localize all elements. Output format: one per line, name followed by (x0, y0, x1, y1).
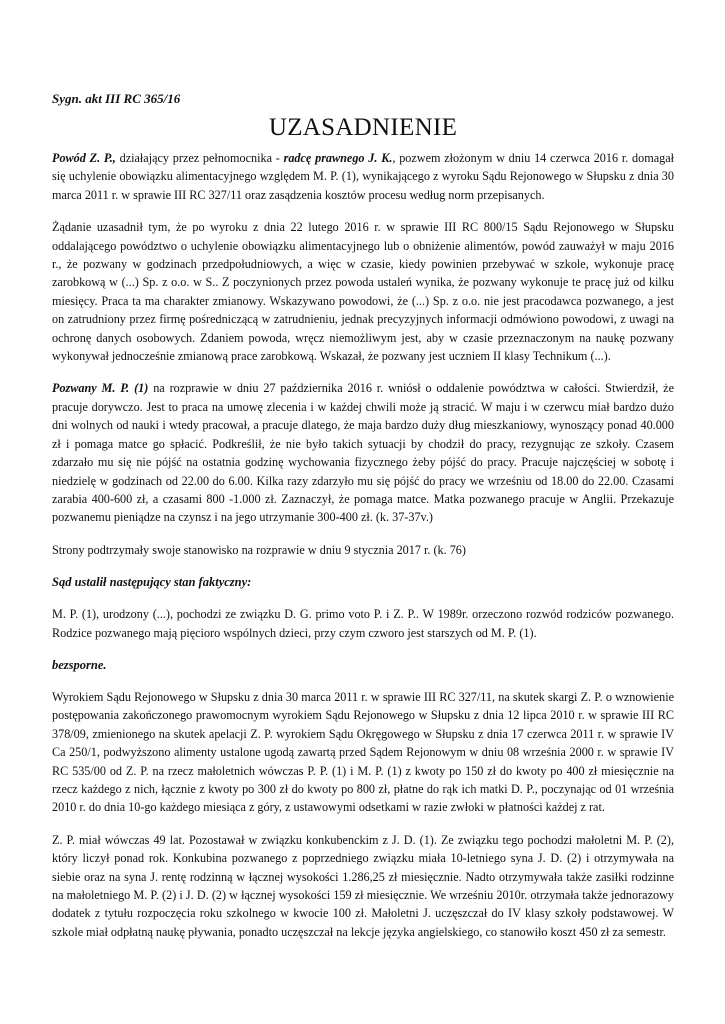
attorney-name: radcę prawnego J. K. (283, 151, 393, 165)
document-title: UZASADNIENIE (268, 114, 458, 141)
plaintiff-name: Powód Z. P., (52, 151, 116, 165)
paragraph-justification: Żądanie uzasadnił tym, że po wyroku z dnia 22 lutego 2016 r. w sprawie III RC 800/15 Sądu Rejonowego w Słupsku oddalającego powództwo o uchylenie obowiązku alimentacyjnego lub o obniżenie alimentów, powód zauważył w maju 2016 r., że pozwany w godzinach przedpołudniowych, a więc w czasie, kiedy powinien przebywać w szkole, wykonuje pracę zarobkową w (...) Sp. z o.o. w S.. Z poczynionych przez powoda ustaleń wynika, że pozwany wykonuje te pracę już od kilku miesięcy. Praca ta ma charakter zmianowy. Wskazywano powodowi, że (...) Sp. z o.o. nie jest pracodawca pozwanego, a jest on zatrudniony przez firmę pośredniczącą w zatrudnieniu, jednak precyzyjnych informacji odmówiono powodowi, z uwagi na ochronę danych osobowych. Zdaniem powoda, wręcz niemożliwym jest, aby w czasie przeznaczonym na naukę pozwany wykonywał jednocześnie zmianową prace zarobkową. Wskazał, że pozwany jest uczniem II klasy Technikum (...). (52, 220, 674, 364)
heading-undisputed: bezsporne. (52, 657, 107, 672)
paragraph-circumstances: Z. P. miał wówczas 49 lat. Pozostawał w związku konkubenckim z J. D. (1). Ze związku tego pochodzi małoletni M. P. (2), który liczył ponad rok. Konkubina pozwanego z poprzedniego związku miała 10-letniego syna J. D. (2) i otrzymywała na siebie oraz na syna J. rentę rodzinną w łącznej wysokości 1.286,25 zł miesięcznie. Nadto otrzymywała także zasiłki rodzinne na małoletniego M. P. (2) i J. D. (2) w łącznej wysokości 159 zł miesięcznie. We wrześniu 2010r. otrzymała także jednorazowy dodatek z tytułu rozpoczęcia roku szkolnego w kwocie 100 zł. Małoletni J. uczęszczał do IV klasy szkoły podstawowej. W szkole miał odpłatną naukę pływania, ponadto uczęszczał na lekcje języka angielskiego, co stanowiło koszt 450 zł za semestr. (52, 832, 674, 939)
defendant-name: Pozwany M. P. (1) (52, 381, 149, 396)
paragraph-defendant-text: na rozprawie w dniu 27 października 2016 r. wniósł o oddalenie powództwa w całości. Stwierdził, że pracuje dorywczo. Jest to praca na umowę zlecenia i w każdej chwili może ją stracić. W maju i w czerwcu miał bardzo dużo dni wolnych od nauki i wtedy pracował, a pracuje dlatego, że maja bardzo duży dług mieszkaniowy, wynoszący ponad 40.000 zł i pomaga matce go spłacić. Podkreślił, że nie było takich sytuacji by chodził do pracy, rezygnując ze szkoły. Czasem zdarzało mu się nie pójść na ostatnia godzinę wychowania fizycznego żeby pójść do pracy. Pracuje najczęściej w sobotę i niedzielę w godzinach od 22.00 do 6.00. Kilka razy zdarzyło mu się pójść do pracy we wrześniu od 18.00 do 22.00. Czasami zarabia 400-600 zł, a czasami 800 -1.000 zł. Zaznaczył, że pomaga matce. Matka pozwanego pracuje w Anglii. Przekazuje pozwanemu pieniądze na czynsz i na jego utrzymanie 300-400 zł. (k. 37-37v.) (52, 381, 674, 525)
heading-facts: Sąd ustalił następujący stan faktyczny: (52, 575, 252, 590)
paragraph-judgment: Wyrokiem Sądu Rejonowego w Słupsku z dnia 30 marca 2011 r. w sprawie III RC 327/11, na skutek skargi Z. P. o wznowienie postępowania zakończonego prawomocnym wyrokiem Sądu Rejonowego w Słupsku z dnia 12 lipca 2010 r. w sprawie III RC 378/09, zmienionego na skutek apelacji Z. P. wyrokiem Sądu Okręgowego w Słupsku z dnia 17 czerwca 2011 r. w sprawie IV Ca 250/1, podwyższono alimenty ustalone ugodą zawartą przed Sądem Rejonowym w dniu 08 września 2000 r. w sprawie IV RC 535/00 od Z. P. na rzecz małoletnich wówczas P. P. (1) i M. P. (1) z kwoty po 150 zł do kwoty po 400 zł miesięcznie na rzecz każdego z nich, łącznie z kwoty po 300 zł do kwoty po 800 zł, płatne do rąk ich matki D. P., poczynając od 01 września 2010 r. do dnia 10-go każdego miesiąca z góry, z ustawowymi odsetkami w razie zwłoki w płatności każdej z rat. (52, 689, 674, 815)
case-signature: Sygn. akt III RC 365/16 (52, 91, 181, 106)
paragraph-defendant (52, 379, 674, 526)
document-page (52, 90, 674, 955)
paragraph-claim-text-2: , pozwem złożonym w dniu 14 czerwca 2016 r. domagał się uchylenie obowiązku alimentacyjnego względem M. P. (1), wynikającego z wyroku Sądu Rejonowego w Słupsku z dnia 30 marca 2011 r. w sprawie III RC 327/11 oraz zasądzenia kosztów procesu według norm przepisanych. (52, 151, 675, 202)
paragraph-hearing: Strony podtrzymały swoje stanowisko na rozprawie w dniu 9 stycznia 2017 r. (k. 76) (52, 542, 466, 557)
paragraph-claim (52, 149, 674, 204)
paragraph-origin: M. P. (1), urodzony (...), pochodzi ze związku D. G. primo voto P. i Z. P.. W 1989r. orzeczono rozwód rodziców pozwanego. Rodzice pozwanego mają pięcioro wspólnych dzieci, przy czym czworo jest starszych od M. P. (1). (52, 607, 674, 640)
paragraph-claim-text-1: działający przez pełnomocnika - (115, 151, 284, 165)
